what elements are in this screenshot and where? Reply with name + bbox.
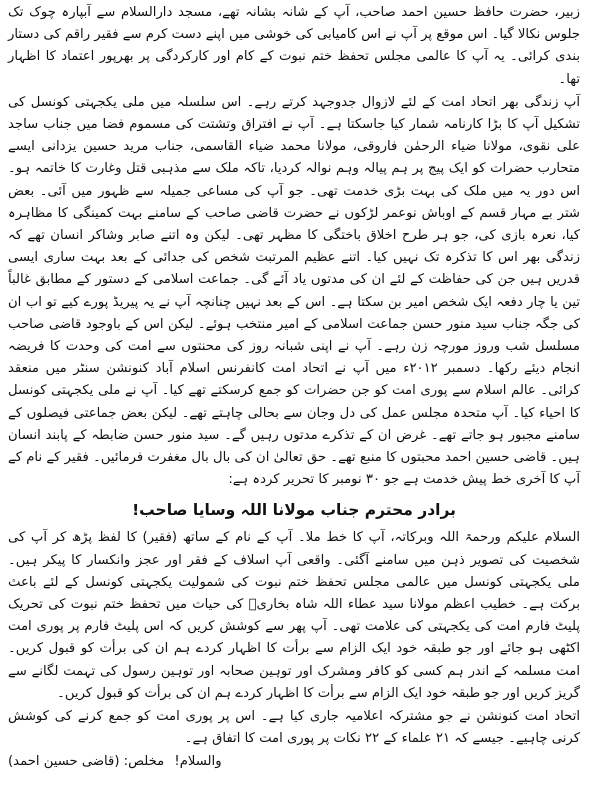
- letter-signoff: [8, 751, 580, 773]
- letter-paragraph-2: اتحاد امت کنونشن نے جو مشترکہ اعلامیہ جاری کیا ہے۔ اس پر پوری امت کو جمع کرنے کی کوشش کرنی چاہیے۔ جیسے کہ ۲۱ علماء کے ۲۲ نکات پر پوری امت کا اتفاق ہے۔: [8, 709, 580, 747]
- letter-paragraph-1: السلام علیکم ورحمۃ اللہ وبرکاتہ، آپ کا خط ملا۔ آپ کے نام کے ساتھ (فقیر) کا لفظ پڑھ کر آپ کی شخصیت کی تصویر ذہن میں سامنے آگئی۔ واقعی آپ اسلاف کے فقر اور عجز وانکسار کا پیکر ہیں۔ ملی یکجہتی کونسل میں عالمی مجلس تحفظ ختم نبوت کی شمولیت یکجہتی کونسل کے لئے باعث برکت ہے۔ خطیب اعظم مولانا سید عطاء اللہ شاہ بخاریؒ کی حیات میں تحفظ ختم نبوت کی تحریک پلیٹ فارم امت کی یکجہتی کی علامت تھی۔ آپ پھر سے کوشش کریں کہ اس پلیٹ فارم پر پوری امت اکٹھی ہو جائے اور جو طبقہ خود ایک الزام سے برأت کا اظہار کردے ہم ان کی برأت کو قبول کریں۔ امت مسلمہ کے اندر ہم کسی کو کافر ومشرک اور توہین صحابہ اور توہین رسول کی تہمت لگانے سے گریز کریں اور جو طبقہ خود ایک الزام سے برأت کا اظہار کردے ہم ان کی برأت کو قبول کریں۔: [8, 530, 580, 701]
- signoff-sender: مخلص: (قاضی حسین احمد): [8, 753, 165, 769]
- article-paragraph-2: آپ زندگی بھر اتحاد امت کے لئے لازوال جدوجہد کرتے رہے۔ اس سلسلہ میں ملی یکجہتی کونسل کی تشکیل آپ کا بڑا کارنامہ شمار کیا جاسکتا ہے۔ آپ نے افتراق وتشتت کی مسموم فضا میں جناب ساجد علی نقوی، مولانا ضیاء الرحمٰن فاروقی، مولانا محمد ضیاء القاسمی، جناب مرید حسین یزدانی ایسے متحارب حضرات کو ایک پیج پر ہم پیالہ وہم نوالہ کردیا، تاکہ ملک سے مذہبی قتل وغارت کا خاتمہ ہو۔ اس دور یہ میں ملک کی بہت بڑی خدمت تھی۔ جو آپ کی مساعی جمیلہ سے ظہور میں آئی۔ بعض شتر بے مہار قسم کے اوباش نوعمر لڑکوں نے حضرت قاضی صاحب کے سامنے بہت کمینگی کا مظاہرہ کیا، نعرہ بازی کی، جو ہر طرح اخلاق باختگی کا مظہر تھی۔ لیکن وہ اتنے صابر وشاکر انسان تھے کہ زندگی بھر اس کا تذکرہ تک نہیں کیا۔ اتنے عظیم المرتبت شخص کی جدائی کے بعد بہت ساری ایسی قدریں ہیں جن کی حفاظت کے لئے ان کی مدتوں یاد آئے گی۔ جماعت اسلامی کے دستور کے مطابق غالباً تین یا چار دفعہ ایک شخص امیر بن سکتا ہے۔ اس کے بعد نہیں چنانچہ آپ نے یہ پیریڈ پورے کیے تو اب ان کی جگہ جناب سید منور حسن جماعت اسلامی کے امیر منتخب ہوئے۔ لیکن اس کے باوجود قاضی صاحب مسلسل شب وروز مورچہ زن رہے۔ آپ نے اپنی شبانہ روز کی محنتوں سے امت کی وحدت کا فریضہ انجام دیئے رکھا۔ دسمبر ۲۰۱۲ء میں آپ نے اتحاد امت کانفرنس اسلام آباد کنونشن سنٹر میں منعقد کرائی۔ عالم اسلام سے پوری امت کو جن حضرات کو جمع کرسکتے تھے کیا۔ آپ نے ملی یکجہتی کونسل کا احیاء کیا۔ آپ متحدہ مجلس عمل کی دل وجان سے بحالی چاہتے تھے۔ لیکن بعض جماعتی فیصلوں کے سامنے مجبور ہو جاتے تھے۔ غرض ان کے تذکرے مدتوں رہیں گے۔ سید منور حسن ضابطہ کے پابند انسان ہیں۔ قاضی حسین احمد محبتوں کا منبع تھے۔ حق تعالیٰ ان کی بال بال مغفرت فرمائیں۔ فقیر کے نام کے آپ کا آخری خط پیش خدمت ہے جو ۳۰ نومبر کا تحریر کردہ ہے:: [8, 94, 580, 488]
- letter-heading: برادر محترم جناب مولانا اللہ وسایا صاحب!: [132, 501, 456, 520]
- article-paragraph-1: زبیر، حضرت حافظ حسین احمد صاحب، آپ کے شانہ بشانہ تھے، مسجد دارالسلام سے آبپارہ چوک تک جلوس نکالا گیا۔ اس موقع پر آپ نے اس کامیابی کی خوشی میں اپنے دست کرم سے فقیر راقم کی دستار بندی کرائی۔ یہ آپ کا عالمی مجلس تحفظ ختم نبوت کے کام اور کارکردگی پر بھرپور اعتماد کا اظہار تھا۔: [8, 5, 580, 87]
- signoff-closing: والسلام!: [174, 753, 222, 769]
